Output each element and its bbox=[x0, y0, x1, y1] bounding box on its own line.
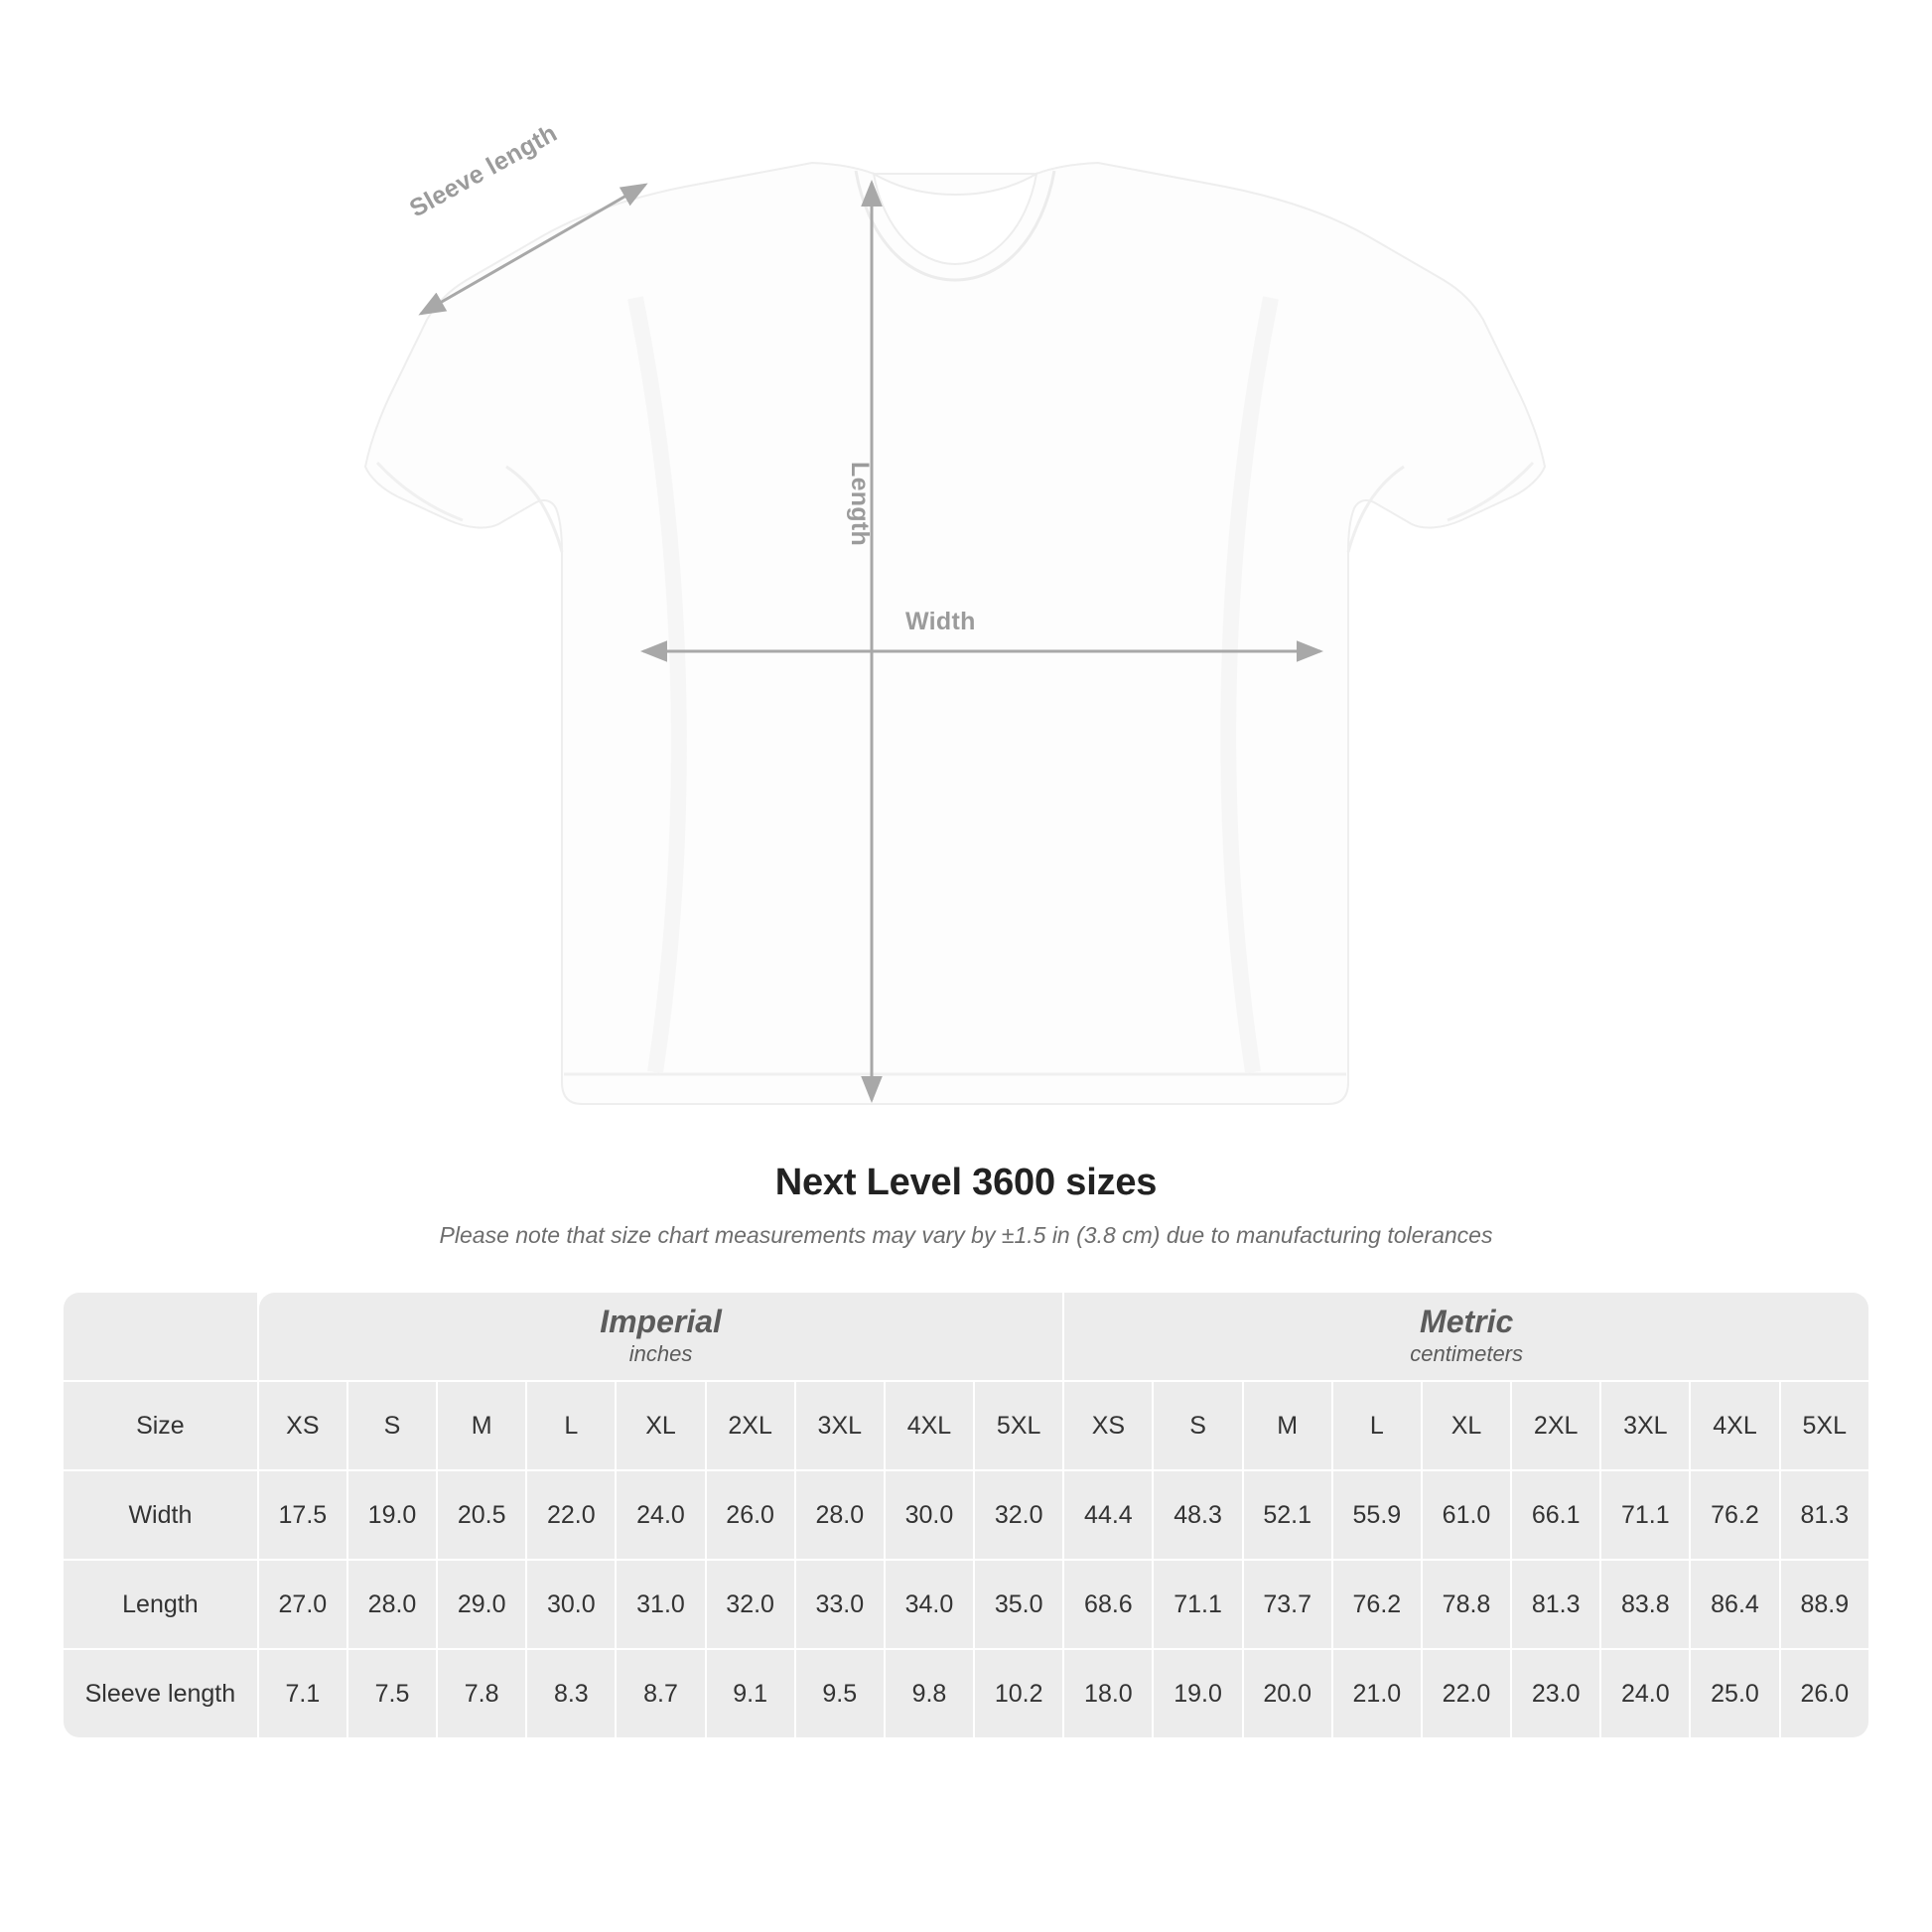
unit-group-header bbox=[1064, 1293, 1868, 1380]
measurement-cell: 76.2 bbox=[1333, 1561, 1421, 1648]
unit-header-row bbox=[64, 1293, 1868, 1380]
measurement-cell: 76.2 bbox=[1691, 1471, 1778, 1559]
length-label: Length bbox=[846, 462, 874, 547]
measurement-cell: 30.0 bbox=[527, 1561, 615, 1648]
measurement-cell: 73.7 bbox=[1244, 1561, 1331, 1648]
measurement-cell: 7.8 bbox=[438, 1650, 525, 1737]
size-column-header: 4XL bbox=[1691, 1382, 1778, 1469]
page-title: Next Level 3600 sizes bbox=[774, 1162, 1158, 1203]
measurement-cell: 27.0 bbox=[259, 1561, 346, 1648]
measurement-cell: 34.0 bbox=[886, 1561, 973, 1648]
row-label: Width bbox=[64, 1471, 257, 1559]
measurement-cell: 22.0 bbox=[527, 1471, 615, 1559]
measurement-cell: 44.4 bbox=[1064, 1471, 1152, 1559]
measurement-cell: 83.8 bbox=[1601, 1561, 1689, 1648]
measurement-cell: 17.5 bbox=[259, 1471, 346, 1559]
size-column-header: 5XL bbox=[1781, 1382, 1868, 1469]
measurement-cell: 68.6 bbox=[1064, 1561, 1152, 1648]
measurement-cell: 9.1 bbox=[707, 1650, 794, 1737]
size-column-header: 5XL bbox=[975, 1382, 1062, 1469]
measurement-cell: 8.7 bbox=[617, 1650, 704, 1737]
measurement-cell: 20.5 bbox=[438, 1471, 525, 1559]
measurement-cell: 71.1 bbox=[1154, 1561, 1241, 1648]
size-column-header: M bbox=[438, 1382, 525, 1469]
measurement-cell: 24.0 bbox=[617, 1471, 704, 1559]
size-column-header: 2XL bbox=[1512, 1382, 1599, 1469]
measurement-cell: 88.9 bbox=[1781, 1561, 1868, 1648]
size-column-header: 4XL bbox=[886, 1382, 973, 1469]
size-column-header: S bbox=[348, 1382, 436, 1469]
size-column-header: XL bbox=[617, 1382, 704, 1469]
measurement-cell: 32.0 bbox=[707, 1561, 794, 1648]
measurement-cell: 28.0 bbox=[796, 1471, 884, 1559]
measurement-cell: 10.2 bbox=[975, 1650, 1062, 1737]
measurement-cell: 19.0 bbox=[1154, 1650, 1241, 1737]
size-column-header: 2XL bbox=[707, 1382, 794, 1469]
title-block bbox=[0, 1162, 1932, 1249]
table-row bbox=[64, 1471, 1868, 1559]
measurement-cell: 9.5 bbox=[796, 1650, 884, 1737]
measurement-cell: 61.0 bbox=[1423, 1471, 1510, 1559]
size-column-header: 3XL bbox=[1601, 1382, 1689, 1469]
unit-group-name: Imperial bbox=[600, 1304, 722, 1340]
size-column-header: 3XL bbox=[796, 1382, 884, 1469]
measurement-cell: 20.0 bbox=[1244, 1650, 1331, 1737]
measurement-cell: 28.0 bbox=[348, 1561, 436, 1648]
measurement-cell: 86.4 bbox=[1691, 1561, 1778, 1648]
size-header-row bbox=[64, 1382, 1868, 1469]
size-label-cell: Size bbox=[64, 1382, 257, 1469]
measurement-cell: 26.0 bbox=[707, 1471, 794, 1559]
size-column-header: L bbox=[527, 1382, 615, 1469]
size-column-header: XS bbox=[259, 1382, 346, 1469]
measurement-cell: 81.3 bbox=[1781, 1471, 1868, 1559]
measurement-cell: 55.9 bbox=[1333, 1471, 1421, 1559]
measurement-cell: 7.5 bbox=[348, 1650, 436, 1737]
table-row bbox=[64, 1650, 1868, 1737]
measurement-cell: 23.0 bbox=[1512, 1650, 1599, 1737]
measurement-cell: 29.0 bbox=[438, 1561, 525, 1648]
measurement-cell: 31.0 bbox=[617, 1561, 704, 1648]
width-label: Width bbox=[905, 608, 976, 635]
measurement-cell: 32.0 bbox=[975, 1471, 1062, 1559]
table-corner-cell bbox=[64, 1293, 257, 1380]
size-column-header: S bbox=[1154, 1382, 1241, 1469]
measurement-cell: 52.1 bbox=[1244, 1471, 1331, 1559]
unit-group-header bbox=[259, 1293, 1063, 1380]
measurement-cell: 25.0 bbox=[1691, 1650, 1778, 1737]
unit-group-name: Metric bbox=[1420, 1304, 1514, 1340]
measurement-cell: 33.0 bbox=[796, 1561, 884, 1648]
unit-group-sub: centimeters bbox=[1410, 1341, 1524, 1367]
measurement-cell: 30.0 bbox=[886, 1471, 973, 1559]
size-table-wrap bbox=[62, 1291, 1870, 1739]
size-table bbox=[62, 1291, 1870, 1739]
measurement-cell: 35.0 bbox=[975, 1561, 1062, 1648]
measurement-cell: 66.1 bbox=[1512, 1471, 1599, 1559]
measurement-cell: 8.3 bbox=[527, 1650, 615, 1737]
tolerance-note: Please note that size chart measurements may vary by ±1.5 in (3.8 cm) due to manufacturing tolerances bbox=[439, 1222, 1493, 1248]
row-label: Sleeve length bbox=[64, 1650, 257, 1737]
size-column-header: XL bbox=[1423, 1382, 1510, 1469]
row-label: Length bbox=[64, 1561, 257, 1648]
size-column-header: XS bbox=[1064, 1382, 1152, 1469]
table-row bbox=[64, 1561, 1868, 1648]
measurement-cell: 22.0 bbox=[1423, 1650, 1510, 1737]
measurement-cell: 78.8 bbox=[1423, 1561, 1510, 1648]
measurement-cell: 9.8 bbox=[886, 1650, 973, 1737]
unit-group-sub: inches bbox=[628, 1341, 693, 1367]
size-column-header: M bbox=[1244, 1382, 1331, 1469]
size-column-header: L bbox=[1333, 1382, 1421, 1469]
measurement-cell: 81.3 bbox=[1512, 1561, 1599, 1648]
measurement-cell: 18.0 bbox=[1064, 1650, 1152, 1737]
measurement-cell: 71.1 bbox=[1601, 1471, 1689, 1559]
measurement-cell: 26.0 bbox=[1781, 1650, 1868, 1737]
measurement-cell: 21.0 bbox=[1333, 1650, 1421, 1737]
measurement-cell: 19.0 bbox=[348, 1471, 436, 1559]
sleeve-length-label: Sleeve length bbox=[405, 118, 562, 223]
measurement-cell: 48.3 bbox=[1154, 1471, 1241, 1559]
measurement-cell: 24.0 bbox=[1601, 1650, 1689, 1737]
measurement-cell: 7.1 bbox=[259, 1650, 346, 1737]
